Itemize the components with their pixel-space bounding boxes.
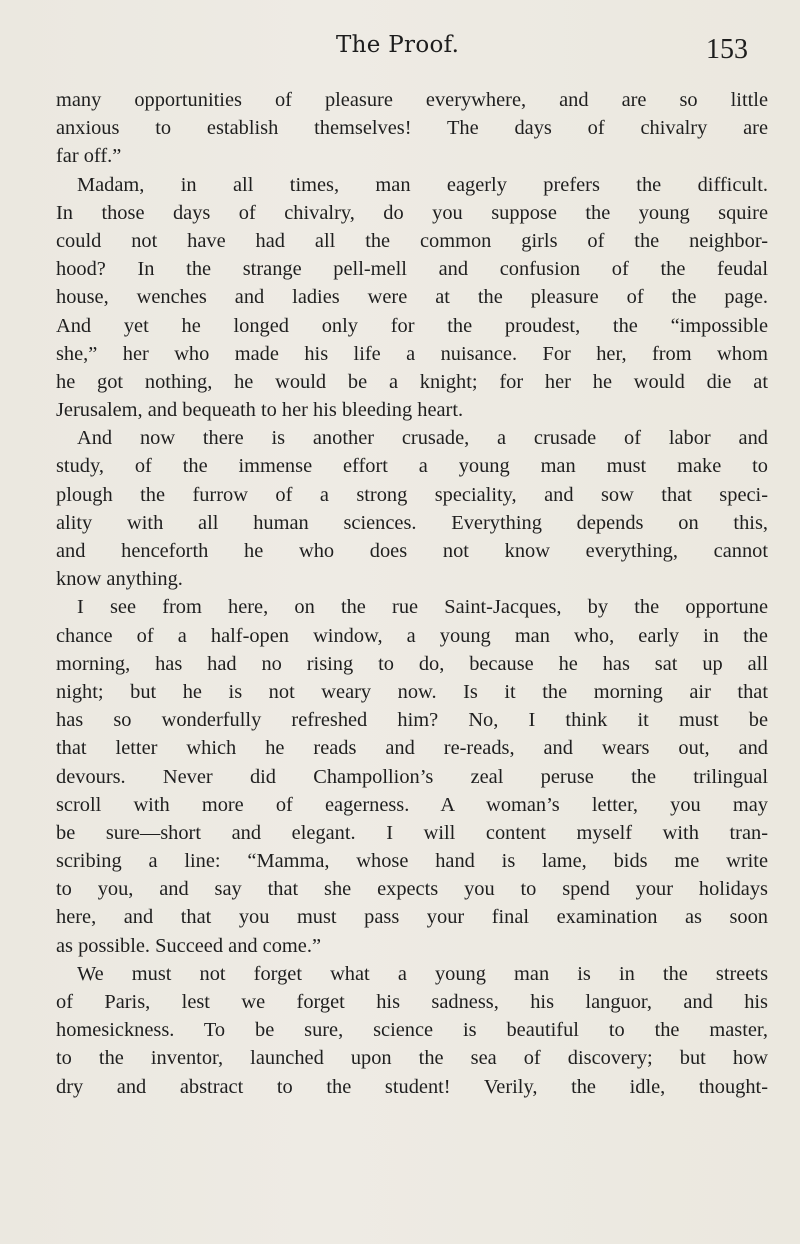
text-line: study, of the immense effort a young man must make to xyxy=(56,455,768,478)
text-line: she,” her who made his life a nuisance. For her, from whom xyxy=(56,342,768,365)
body-text xyxy=(56,86,768,1101)
text-line: anxious to establish themselves! The days of chivalry are xyxy=(56,117,768,140)
text-line: hood? In the strange pell-mell and confusion of the feudal xyxy=(56,258,768,281)
running-head: The Proof. xyxy=(336,32,460,58)
text-line: And yet he longed only for the proudest, the “impossible xyxy=(56,314,768,337)
text-line: as possible. Succeed and come.” xyxy=(56,934,321,957)
text-line: ality with all human sciences. Everything depends on this, xyxy=(56,511,768,534)
text-line: to you, and say that she expects you to spend your holidays xyxy=(56,878,768,901)
text-line: Jerusalem, and bequeath to her his bleeding heart. xyxy=(56,399,464,422)
page-header xyxy=(0,28,800,68)
text-line: of Paris, lest we forget his sadness, his languor, and his xyxy=(56,991,768,1013)
text-line: In those days of chivalry, do you suppose the young squire xyxy=(56,201,768,224)
text-line: scribing a line: “Mamma, whose hand is lame, bids me write xyxy=(56,850,768,873)
text-line: devours. Never did Champollion’s zeal peruse the trilingual xyxy=(56,765,768,788)
text-line: here, and that you must pass your final examination as soon xyxy=(56,906,768,929)
text-line: night; but he is not weary now. Is it the morning air that xyxy=(56,680,768,703)
text-line: scroll with more of eagerness. A woman’s letter, you may xyxy=(56,793,768,816)
text-line: Madam, in all times, man eagerly prefers the difficult. xyxy=(77,173,768,196)
page-number: 153 xyxy=(706,34,748,65)
text-line: dry and abstract to the student! Verily, the idle, thought- xyxy=(56,1075,768,1098)
text-line: I see from here, on the rue Saint-Jacques, by the opportune xyxy=(77,596,768,619)
text-line: We must not forget what a young man is in the streets xyxy=(77,962,768,985)
text-line: many opportunities of pleasure everywhere, and are so little xyxy=(56,89,768,111)
text-line: morning, has had no rising to do, because he has sat up all xyxy=(56,652,768,675)
text-line: plough the furrow of a strong speciality, and sow that speci- xyxy=(56,483,768,506)
text-line: know anything. xyxy=(56,568,183,591)
text-line: he got nothing, he would be a knight; for her he would die at xyxy=(56,370,768,393)
text-line: homesickness. To be sure, science is beautiful to the master, xyxy=(56,1019,768,1042)
text-line: to the inventor, launched upon the sea of discovery; but how xyxy=(56,1047,768,1070)
text-line: could not have had all the common girls of the neighbor- xyxy=(56,229,768,252)
text-line: house, wenches and ladies were at the pleasure of the page. xyxy=(56,286,768,309)
text-line: chance of a half-open window, a young man who, early in the xyxy=(56,624,768,647)
text-line: And now there is another crusade, a crusade of labor and xyxy=(77,427,768,450)
text-line: be sure—short and elegant. I will content myself with tran- xyxy=(56,821,768,844)
text-line: has so wonderfully refreshed him? No, I think it must be xyxy=(56,709,768,732)
text-line: that letter which he reads and re-reads, and wears out, and xyxy=(56,737,768,760)
text-line: and henceforth he who does not know everything, cannot xyxy=(56,540,768,562)
text-line: far off.” xyxy=(56,145,122,168)
